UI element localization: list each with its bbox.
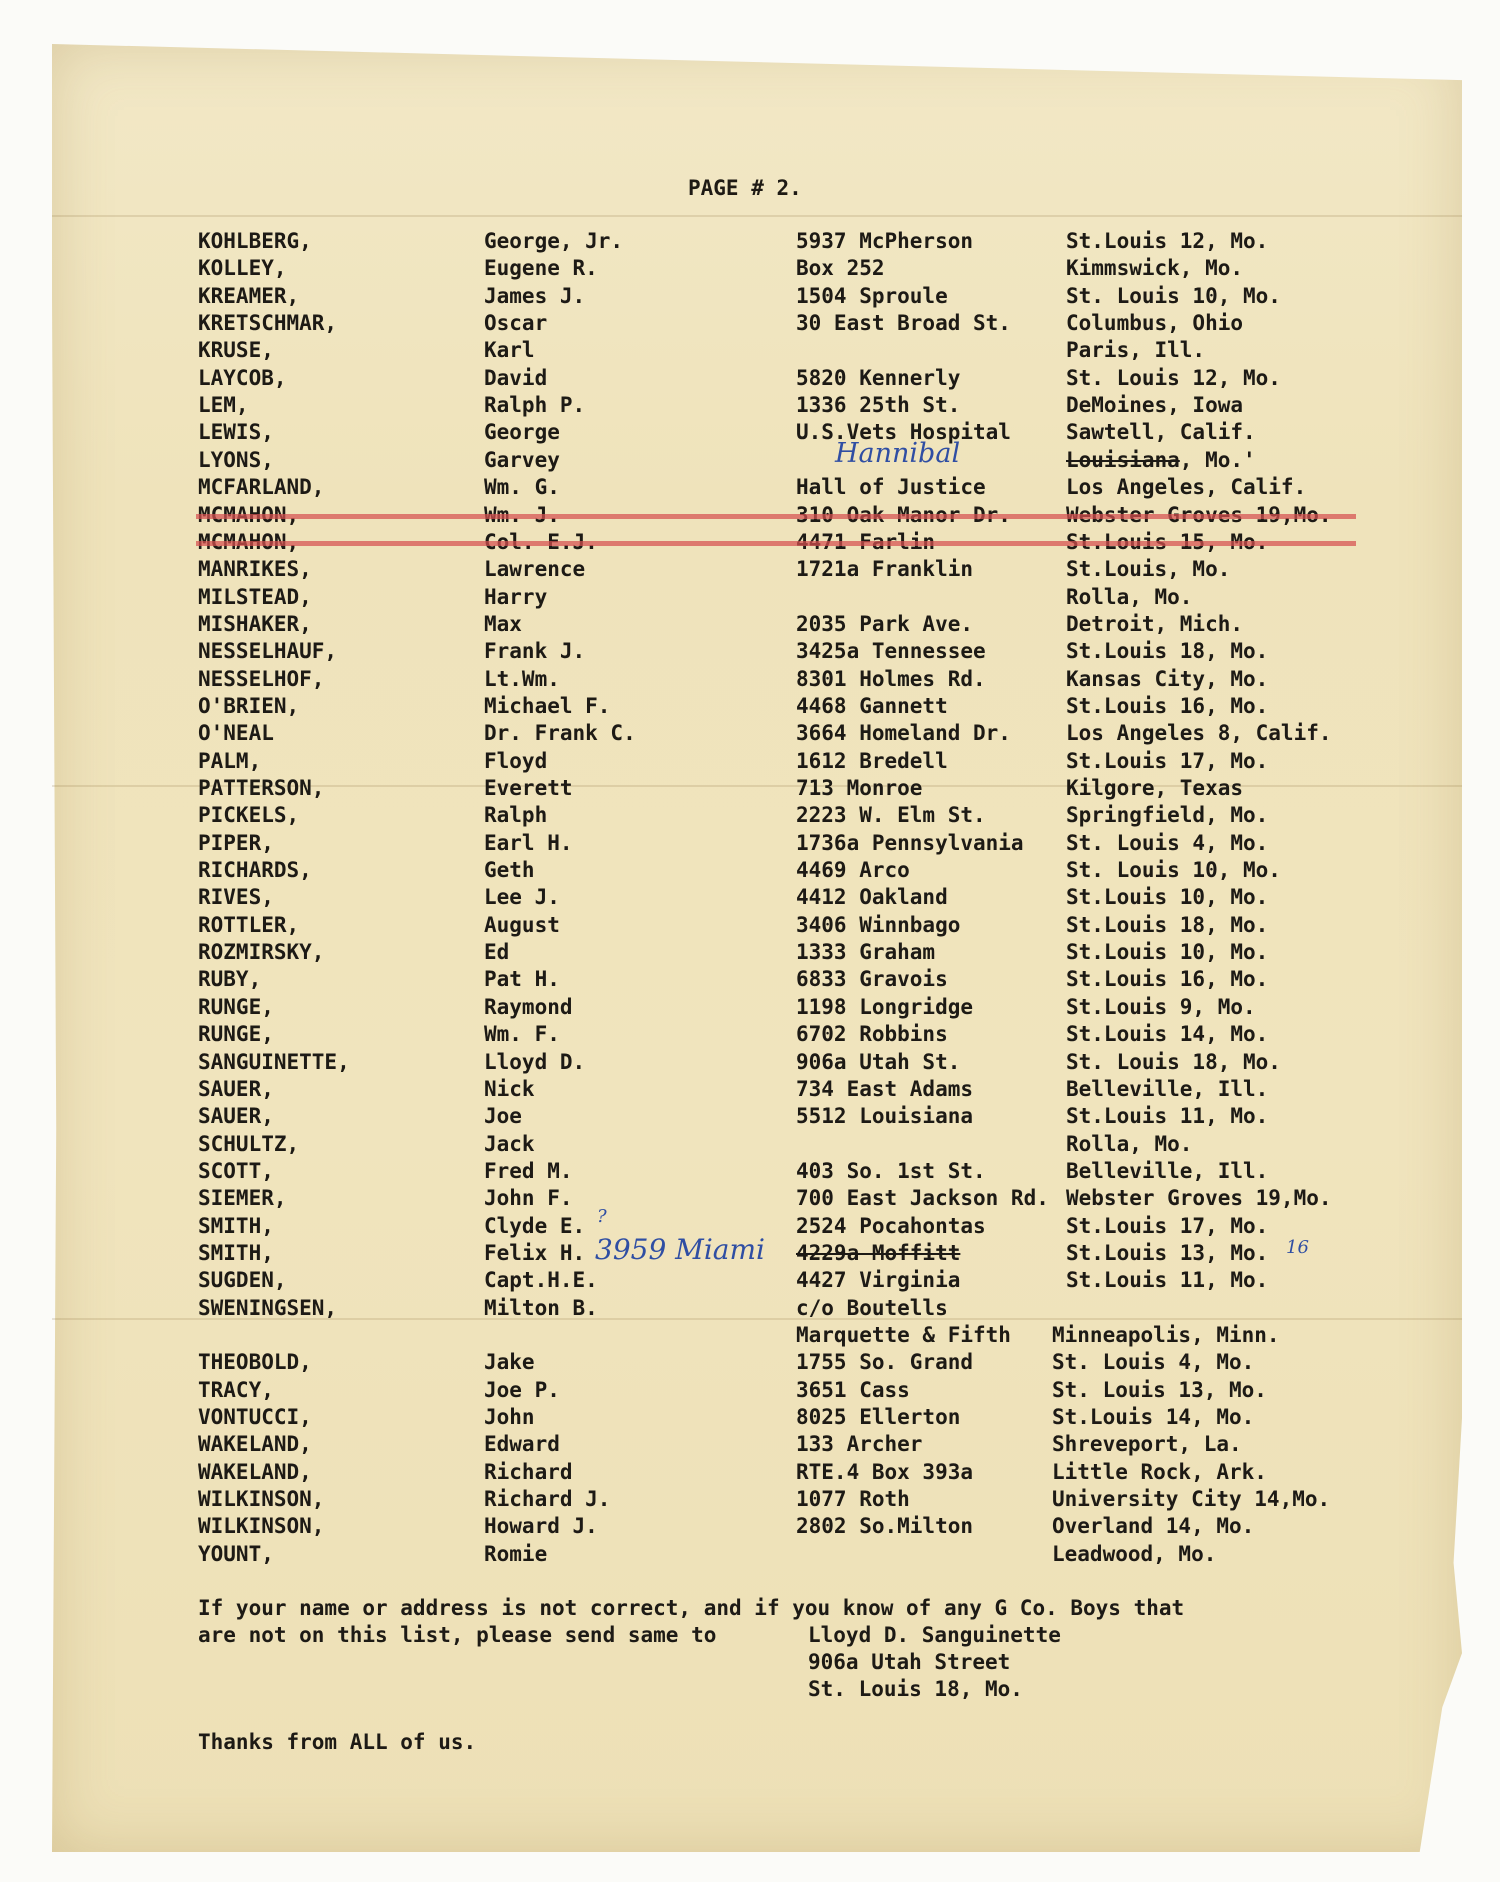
city-text: Kansas City, Mo. — [1066, 666, 1269, 691]
first-name-cell: John F. — [484, 1186, 573, 1211]
table-row — [0, 1514, 1500, 1541]
city-cell — [1066, 557, 1230, 581]
table-row — [0, 1323, 1500, 1350]
table-row — [0, 1022, 1500, 1049]
last-name-cell: LEM, — [198, 393, 249, 418]
first-name-cell: Max — [484, 611, 522, 636]
last-name-cell: ROTTLER, — [198, 912, 300, 937]
page-title: PAGE # 2. — [688, 176, 802, 200]
last-name-cell: LEWIS, — [198, 420, 274, 445]
address-cell: 1077 Roth — [796, 1487, 910, 1512]
first-name-cell: Nick — [484, 1076, 535, 1101]
first-name-cell: Capt.H.E. — [484, 1268, 598, 1293]
first-name-cell: Jake — [484, 1350, 535, 1375]
table-row — [0, 1350, 1500, 1377]
table-row — [0, 776, 1500, 803]
first-name-cell: Ed — [484, 940, 510, 965]
table-row — [0, 858, 1500, 885]
city-cell — [1052, 1350, 1254, 1374]
city-cell — [1066, 1214, 1268, 1238]
last-name-cell: SCOTT, — [198, 1158, 274, 1183]
city-text: St.Louis 10, Mo. — [1066, 940, 1269, 965]
first-name-cell: Lloyd D. — [484, 1049, 586, 1074]
city-text: St. Louis 18, Mo. — [1066, 1049, 1281, 1074]
address-cell: Marquette & Fifth — [796, 1323, 1011, 1347]
first-name-cell: George — [484, 420, 560, 445]
city-text: St.Louis 18, Mo. — [1066, 912, 1269, 937]
city-cell — [1066, 885, 1268, 909]
first-name-cell: Lt.Wm. — [484, 666, 560, 691]
table-row — [0, 420, 1500, 447]
first-name-cell: Richard — [484, 1459, 573, 1484]
first-name-cell: David — [484, 365, 548, 390]
last-name-cell: KOHLBERG, — [198, 229, 312, 253]
last-name-cell: MILSTEAD, — [198, 584, 312, 609]
first-name-cell: Joe — [484, 1104, 522, 1129]
table-row — [0, 749, 1500, 776]
last-name-cell: WAKELAND, — [198, 1432, 312, 1457]
city-cell — [1066, 803, 1268, 827]
table-row — [0, 940, 1500, 967]
first-name-cell: Wm. G. — [484, 475, 560, 500]
city-text: St.Louis 17, Mo. — [1066, 748, 1269, 773]
last-name-cell: SIEMER, — [198, 1186, 287, 1211]
city-text: Belleville, Ill. — [1066, 1158, 1269, 1183]
table-row — [0, 338, 1500, 365]
last-name-cell: SWENINGSEN, — [198, 1295, 338, 1320]
table-row — [0, 229, 1500, 256]
address-cell: RTE.4 Box 393a — [796, 1459, 974, 1484]
city-cell — [1052, 1378, 1267, 1402]
city-text: St. Louis 13, Mo. — [1052, 1377, 1267, 1402]
last-name-cell: NESSELHAUF, — [198, 639, 338, 664]
last-name-cell: RUNGE, — [198, 994, 274, 1019]
city-text: Los Angeles, Calif. — [1066, 475, 1307, 500]
city-text: St.Louis 16, Mo. — [1066, 693, 1269, 718]
address-cell: 1198 Longridge — [796, 994, 974, 1019]
table-row — [0, 1050, 1500, 1077]
address-cell: 3406 Winnbago — [796, 912, 961, 937]
city-cell — [1066, 913, 1268, 937]
city-cell — [1066, 776, 1243, 800]
city-cell — [1066, 420, 1256, 444]
address-cell: 1736a Pennsylvania — [796, 830, 1024, 855]
table-row — [0, 913, 1500, 940]
city-cell — [1052, 1432, 1242, 1456]
address-cell: 713 Monroe — [796, 776, 923, 800]
city-text: Kilgore, Texas — [1066, 776, 1244, 800]
city-cell — [1052, 1514, 1254, 1538]
city-cell — [1066, 256, 1243, 280]
table-row — [0, 967, 1500, 994]
first-name-cell: Michael F. — [484, 693, 611, 718]
address-cell: 8025 Ellerton — [796, 1405, 961, 1430]
first-name-cell: Pat H. — [484, 967, 560, 992]
last-name-cell: SAUER, — [198, 1104, 274, 1129]
table-row — [0, 667, 1500, 694]
last-name-cell: SAUER, — [198, 1076, 274, 1101]
city-cell — [1066, 585, 1192, 609]
city-text: St.Louis 13, Mo. — [1066, 1240, 1269, 1265]
footer-line-1: If your name or address is not correct, and if you know of any G Co. Boys that — [198, 1596, 1185, 1620]
first-name-cell: Howard J. — [484, 1514, 598, 1539]
city-text: Rolla, Mo. — [1066, 1131, 1193, 1156]
city-cell — [1066, 393, 1243, 417]
city-text: DeMoines, Iowa — [1066, 393, 1244, 418]
last-name-cell: KRUSE, — [198, 338, 274, 363]
first-name-cell: Felix H. — [484, 1240, 586, 1265]
address-cell: 1612 Bredell — [796, 748, 948, 773]
first-name-cell: Oscar — [484, 311, 548, 336]
thanks-line: Thanks from ALL of us. — [198, 1730, 477, 1754]
last-name-cell: LAYCOB, — [198, 365, 287, 390]
city-text: Overland 14, Mo. — [1052, 1514, 1255, 1539]
city-text: St.Louis 9, Mo. — [1066, 994, 1256, 1019]
city-cell — [1066, 940, 1268, 964]
first-name-cell: Jack — [484, 1131, 535, 1156]
footer-line-2: are not on this list, please send same to — [198, 1623, 717, 1647]
address-cell: 5937 McPherson — [796, 229, 974, 253]
address-cell: 3664 Homeland Dr. — [796, 721, 1011, 746]
city-text: Paris, Ill. — [1066, 338, 1206, 363]
table-row — [0, 284, 1500, 311]
city-text: Sawtell, Calif. — [1066, 420, 1256, 445]
city-text: St.Louis 16, Mo. — [1066, 967, 1269, 992]
last-name-cell: KOLLEY, — [198, 256, 287, 281]
first-name-cell: Dr. Frank C. — [484, 721, 636, 746]
city-cell — [1066, 284, 1281, 308]
table-row — [0, 437, 1500, 475]
address-cell: 906a Utah St. — [796, 1049, 961, 1074]
red-strike-line — [196, 514, 1356, 519]
city-text: Little Rock, Ark. — [1052, 1459, 1267, 1484]
city-text: St.Louis 17, Mo. — [1066, 1213, 1269, 1238]
first-name-cell: John — [484, 1405, 535, 1430]
last-name-cell: RIVES, — [198, 885, 274, 910]
city-cell — [1066, 1186, 1332, 1210]
city-text: University City 14,Mo. — [1052, 1487, 1331, 1512]
address-cell: 4229a Moffitt — [796, 1240, 961, 1265]
table-row — [0, 256, 1500, 283]
city-cell — [1066, 1077, 1268, 1101]
table-row — [0, 1132, 1500, 1159]
address-cell: 3425a Tennessee — [796, 639, 986, 664]
last-name-cell: NESSELHOF, — [198, 666, 325, 691]
city-cell — [1066, 1241, 1268, 1265]
first-name-cell: George, Jr. — [484, 229, 624, 253]
city-cell — [1066, 366, 1281, 390]
last-name-cell: WILKINSON, — [198, 1514, 325, 1539]
table-row — [0, 475, 1500, 502]
address-cell: 1333 Graham — [796, 940, 936, 965]
address-cell: 8301 Holmes Rd. — [796, 666, 986, 691]
address-cell: 6833 Gravois — [796, 967, 948, 992]
handwritten-note: ? — [597, 1205, 607, 1227]
last-name-cell: WAKELAND, — [198, 1459, 312, 1484]
address-cell: 4469 Arco — [796, 858, 910, 883]
first-name-cell: Romie — [484, 1541, 548, 1566]
table-row — [0, 1296, 1500, 1323]
address-cell: 30 East Broad St. — [796, 311, 1011, 336]
handwritten-zone: 16 — [1286, 1236, 1309, 1258]
last-name-cell: RUBY, — [198, 967, 262, 992]
city-cell — [1066, 749, 1268, 773]
city-text: St. Louis 10, Mo. — [1066, 858, 1281, 883]
last-name-cell: PICKELS, — [198, 803, 300, 828]
last-name-cell: WILKINSON, — [198, 1487, 325, 1512]
city-text: St. Louis 10, Mo. — [1066, 283, 1281, 308]
table-row — [0, 1077, 1500, 1104]
table-row — [0, 1542, 1500, 1569]
city-cell — [1066, 1268, 1268, 1292]
first-name-cell: James J. — [484, 283, 586, 308]
first-name-cell: Richard J. — [484, 1487, 611, 1512]
contact-name: Lloyd D. Sanguinette — [808, 1623, 1061, 1647]
last-name-cell: O'NEAL — [198, 721, 274, 746]
last-name-cell: YOUNT, — [198, 1541, 274, 1566]
city-cell — [1066, 338, 1205, 362]
city-text: Kimmswick, Mo. — [1066, 256, 1244, 281]
city-cell — [1052, 1405, 1254, 1429]
address-cell: 133 Archer — [796, 1432, 923, 1457]
table-row — [0, 885, 1500, 912]
first-name-cell: Raymond — [484, 994, 573, 1019]
address-cell: 2524 Pocahontas — [796, 1213, 986, 1238]
address-cell: 2802 So.Milton — [796, 1514, 974, 1539]
first-name-cell: Edward — [484, 1432, 560, 1457]
last-name-cell: SANGUINETTE, — [198, 1049, 350, 1074]
table-row — [0, 530, 1500, 557]
last-name-cell: THEOBOLD, — [198, 1350, 312, 1375]
city-cell — [1066, 639, 1268, 663]
last-name-cell: PALM, — [198, 748, 262, 773]
city-cell — [1066, 667, 1268, 691]
address-cell: 700 East Jackson Rd. — [796, 1186, 1049, 1211]
address-cell: 734 East Adams — [796, 1076, 974, 1101]
city-cell — [1066, 1104, 1268, 1128]
red-strike-line — [196, 541, 1356, 546]
city-text: Louisiana — [1066, 447, 1180, 472]
city-cell — [1066, 995, 1256, 1019]
city-text: St.Louis 14, Mo. — [1066, 1022, 1269, 1047]
table-row — [0, 639, 1500, 666]
first-name-cell: Lawrence — [484, 557, 586, 582]
city-cell — [1066, 1022, 1268, 1046]
address-cell: 1504 Sproule — [796, 283, 948, 308]
fold-crease — [52, 215, 1462, 217]
city-cell — [1066, 858, 1281, 882]
table-row — [0, 721, 1500, 748]
table-row — [0, 1487, 1500, 1514]
city-cell — [1066, 694, 1268, 718]
city-text: St.Louis 10, Mo. — [1066, 885, 1269, 910]
city-cell — [1066, 448, 1256, 472]
city-cell — [1066, 967, 1268, 991]
last-name-cell: TRACY, — [198, 1377, 274, 1402]
city-text: Minneapolis, Minn. — [1052, 1323, 1280, 1347]
first-name-cell: Milton B. — [484, 1295, 598, 1320]
last-name-cell: SMITH, — [198, 1213, 274, 1238]
last-name-cell: SUGDEN, — [198, 1268, 287, 1293]
table-row — [0, 1159, 1500, 1186]
first-name-cell: Joe P. — [484, 1377, 560, 1402]
first-name-cell: August — [484, 912, 560, 937]
contact-street: 906a Utah Street — [808, 1650, 1011, 1674]
table-row — [0, 803, 1500, 830]
table-row — [0, 503, 1500, 530]
table-row — [0, 1186, 1500, 1213]
first-name-cell: Lee J. — [484, 885, 560, 910]
city-text: Detroit, Mich. — [1066, 611, 1244, 636]
handwritten-note: 3959 Miami — [595, 1232, 765, 1266]
address-cell: 4468 Gannett — [796, 693, 948, 718]
address-cell: 5820 Kennerly — [796, 365, 961, 390]
city-text: Los Angeles 8, Calif. — [1066, 721, 1332, 746]
last-name-cell: PATTERSON, — [198, 776, 325, 800]
city-text: St.Louis, Mo. — [1066, 557, 1231, 582]
table-row — [0, 366, 1500, 393]
table-row — [0, 694, 1500, 721]
first-name-cell: Earl H. — [484, 830, 573, 855]
city-text: Leadwood, Mo. — [1052, 1541, 1217, 1566]
table-row — [0, 311, 1500, 338]
city-text: St.Louis 12, Mo. — [1066, 229, 1269, 253]
last-name-cell: VONTUCCI, — [198, 1405, 312, 1430]
address-cell: 3651 Cass — [796, 1377, 910, 1402]
address-cell: U.S.Vets Hospital — [796, 420, 1011, 445]
city-text: Shreveport, La. — [1052, 1432, 1242, 1457]
address-cell: c/o Boutells — [796, 1295, 948, 1320]
table-row — [0, 557, 1500, 584]
city-text: St. Louis 12, Mo. — [1066, 365, 1281, 390]
address-cell: Hall of Justice — [796, 475, 986, 500]
city-text: St. Louis 4, Mo. — [1052, 1350, 1255, 1375]
first-name-cell: Karl — [484, 338, 535, 363]
city-cell — [1066, 475, 1306, 499]
last-name-cell: SMITH, — [198, 1240, 274, 1265]
last-name-cell: PIPER, — [198, 830, 274, 855]
address-cell: 2035 Park Ave. — [796, 611, 974, 636]
first-name-cell: Eugene R. — [484, 256, 598, 281]
address-cell: 1755 So. Grand — [796, 1350, 974, 1375]
first-name-cell: Geth — [484, 858, 535, 883]
address-cell: 1336 25th St. — [796, 393, 961, 418]
city-text: Rolla, Mo. — [1066, 584, 1193, 609]
last-name-cell: MISHAKER, — [198, 611, 312, 636]
first-name-cell: Wm. F. — [484, 1022, 560, 1047]
city-text: St.Louis 11, Mo. — [1066, 1104, 1269, 1129]
address-cell: 1721a Franklin — [796, 557, 974, 582]
table-row — [0, 1432, 1500, 1459]
address-cell: 4427 Virginia — [796, 1268, 961, 1293]
city-cell — [1052, 1460, 1267, 1484]
city-cell — [1052, 1487, 1330, 1511]
city-cell — [1052, 1542, 1216, 1566]
address-cell: 5512 Louisiana — [796, 1104, 974, 1129]
last-name-cell: O'BRIEN, — [198, 693, 300, 718]
last-name-cell: RUNGE, — [198, 1022, 274, 1047]
city-cell — [1066, 612, 1243, 636]
address-cell: 2223 W. Elm St. — [796, 803, 986, 828]
table-row — [0, 1460, 1500, 1487]
address-cell: 4412 Oakland — [796, 885, 948, 910]
city-cell — [1066, 1132, 1192, 1156]
city-cell — [1066, 1159, 1268, 1183]
first-name-cell: Frank J. — [484, 639, 586, 664]
city-text: St.Louis 14, Mo. — [1052, 1405, 1255, 1430]
address-cell: 6702 Robbins — [796, 1022, 948, 1047]
first-name-cell: Fred M. — [484, 1158, 573, 1183]
table-row — [0, 393, 1500, 420]
city-text: Belleville, Ill. — [1066, 1076, 1269, 1101]
table-row — [0, 1405, 1500, 1432]
table-row — [0, 1268, 1500, 1295]
table-row — [0, 612, 1500, 639]
city-text: Columbus, Ohio — [1066, 311, 1244, 336]
first-name-cell: Ralph — [484, 803, 548, 828]
contact-city: St. Louis 18, Mo. — [808, 1677, 1023, 1701]
table-row — [0, 585, 1500, 612]
city-text: St.Louis 11, Mo. — [1066, 1268, 1269, 1293]
last-name-cell: KRETSCHMAR, — [198, 311, 338, 336]
last-name-cell: ROZMIRSKY, — [198, 940, 325, 965]
table-row — [0, 1232, 1500, 1268]
last-name-cell: RICHARDS, — [198, 858, 312, 883]
city-text: St. Louis 4, Mo. — [1066, 830, 1269, 855]
last-name-cell: SCHULTZ, — [198, 1131, 300, 1156]
address-cell: Box 252 — [796, 256, 885, 281]
city-text: St.Louis 18, Mo. — [1066, 639, 1269, 664]
table-row — [0, 831, 1500, 858]
city-text: Webster Groves 19,Mo. — [1066, 1186, 1332, 1211]
table-row — [0, 1104, 1500, 1131]
first-name-cell: Harry — [484, 584, 548, 609]
table-row — [0, 1378, 1500, 1405]
city-cell — [1052, 1323, 1280, 1347]
first-name-cell: Floyd — [484, 748, 548, 773]
first-name-cell: Ralph P. — [484, 393, 586, 418]
city-cell — [1066, 229, 1268, 253]
last-name-cell: LYONS, — [198, 447, 274, 472]
city-suffix: , Mo.' — [1179, 447, 1256, 472]
first-name-cell: Garvey — [484, 447, 560, 472]
first-name-cell: Clyde E. — [484, 1213, 586, 1238]
city-text: Springfield, Mo. — [1066, 803, 1269, 828]
last-name-cell: MCFARLAND, — [198, 475, 325, 500]
city-cell — [1066, 311, 1243, 335]
city-cell — [1066, 721, 1332, 745]
first-name-cell: Everett — [484, 776, 573, 800]
last-name-cell: MANRIKES, — [198, 557, 312, 582]
last-name-cell: KREAMER, — [198, 283, 300, 308]
handwritten-address: Hannibal — [835, 437, 961, 469]
city-cell — [1066, 831, 1268, 855]
address-cell: 403 So. 1st St. — [796, 1158, 986, 1183]
city-cell — [1066, 1050, 1281, 1074]
table-row — [0, 995, 1500, 1022]
